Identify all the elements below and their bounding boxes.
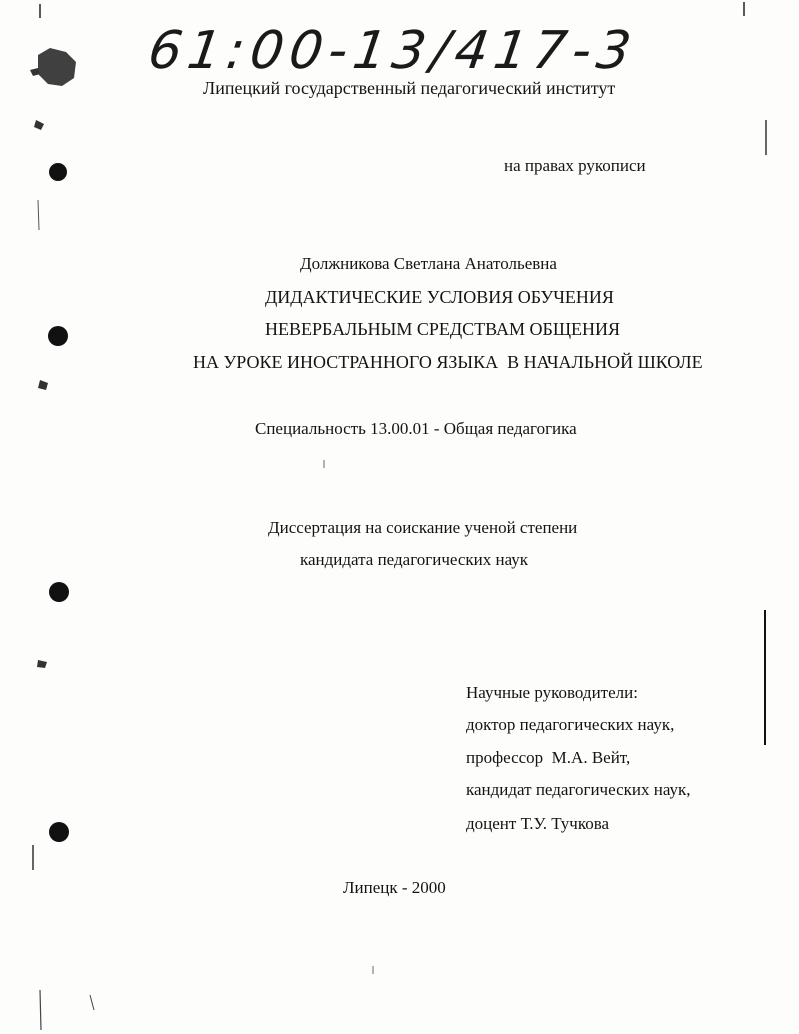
manuscript-note: на правах рукописи: [504, 156, 646, 175]
degree-line-1: Диссертация на соискание ученой степени: [268, 518, 578, 537]
supervisor-line-3: кандидат педагогических наук,: [466, 780, 691, 799]
svg-text:61:00-13/417-3: 61:00-13/417-3: [144, 21, 641, 81]
supervisor-line-2: профессор М.А. Вейт,: [466, 748, 631, 767]
title-line-3: НА УРОКЕ ИНОСТРАННОГО ЯЗЫКА В НАЧАЛЬНОЙ ШКОЛЕ: [193, 352, 703, 372]
specialty-line: Специальность 13.00.01 - Общая педагогика: [255, 419, 577, 438]
supervisor-line-4: доцент Т.У. Тучкова: [466, 814, 610, 833]
institution-name: Липецкий государственный педагогический институт: [203, 78, 616, 98]
title-line-1: ДИДАКТИЧЕСКИЕ УСЛОВИЯ ОБУЧЕНИЯ: [265, 287, 614, 307]
city-year: Липецк - 2000: [343, 878, 446, 897]
author-name: Должникова Светлана Анатольевна: [300, 254, 557, 273]
supervisor-line-1: доктор педагогических наук,: [466, 715, 675, 734]
degree-line-2: кандидата педагогических наук: [300, 550, 529, 569]
supervisors-heading: Научные руководители:: [466, 683, 638, 702]
title-line-2: НЕВЕРБАЛЬНЫМ СРЕДСТВАМ ОБЩЕНИЯ: [265, 319, 621, 339]
